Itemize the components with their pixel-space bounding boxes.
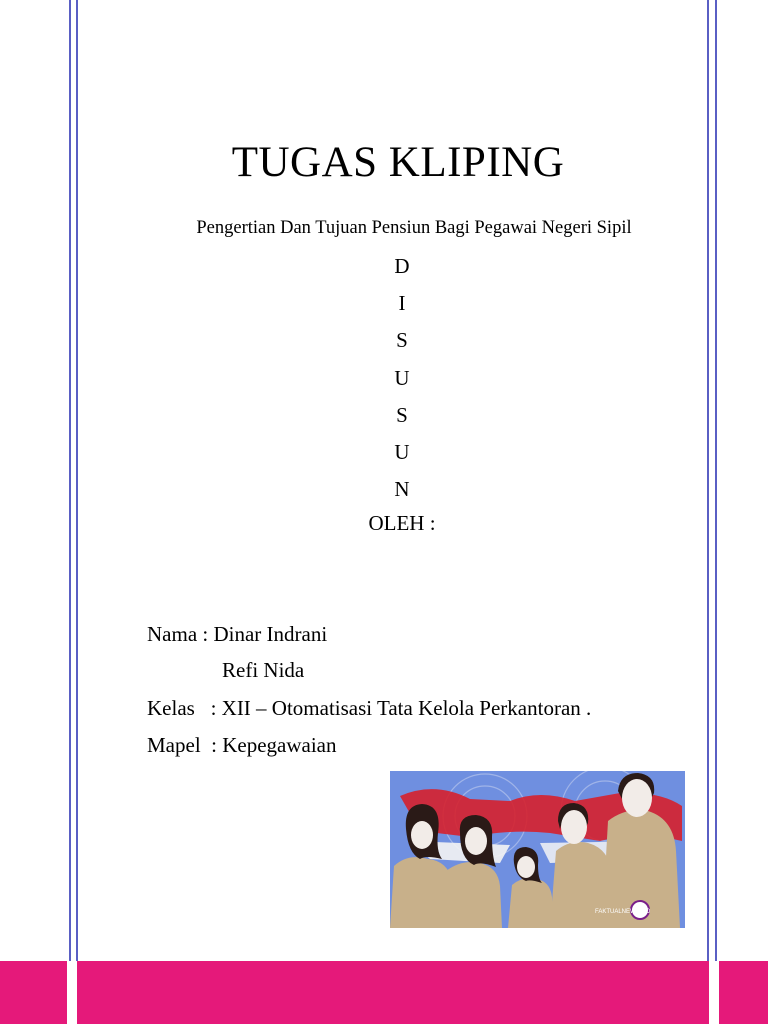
disusun-letter: D xyxy=(394,254,410,278)
document-title: TUGAS KLIPING xyxy=(231,139,565,186)
kelas-line: Kelas : XII – Otomatisasi Tata Kelola Perkantoran . xyxy=(147,696,592,720)
bottom-band-gap-left xyxy=(67,961,77,1024)
mapel-line: Mapel : Kepegawaian xyxy=(147,733,337,757)
disusun-letter: U xyxy=(394,365,410,390)
document-subtitle: Pengertian Dan Tujuan Pensiun Bagi Pegawai Negeri Sipil xyxy=(196,218,632,238)
civil-servants-illustration xyxy=(390,771,685,928)
disusun-letter: N xyxy=(394,477,410,502)
disusun-letter: U xyxy=(394,439,410,464)
watermark-text: FAKTUALNEWS.CO xyxy=(595,909,651,915)
nama-second-line: Refi Nida xyxy=(222,658,305,682)
disusun-letter: S xyxy=(396,328,408,353)
bottom-pink-band xyxy=(0,961,768,1024)
nama-line: Nama : Dinar Indrani xyxy=(147,622,328,646)
disusun-letter: I xyxy=(398,291,406,316)
disusun-vertical-text xyxy=(352,251,452,511)
disusun-letter: S xyxy=(396,402,408,427)
bottom-band-gap-right xyxy=(709,961,719,1024)
oleh-label: OLEH : xyxy=(368,511,436,535)
